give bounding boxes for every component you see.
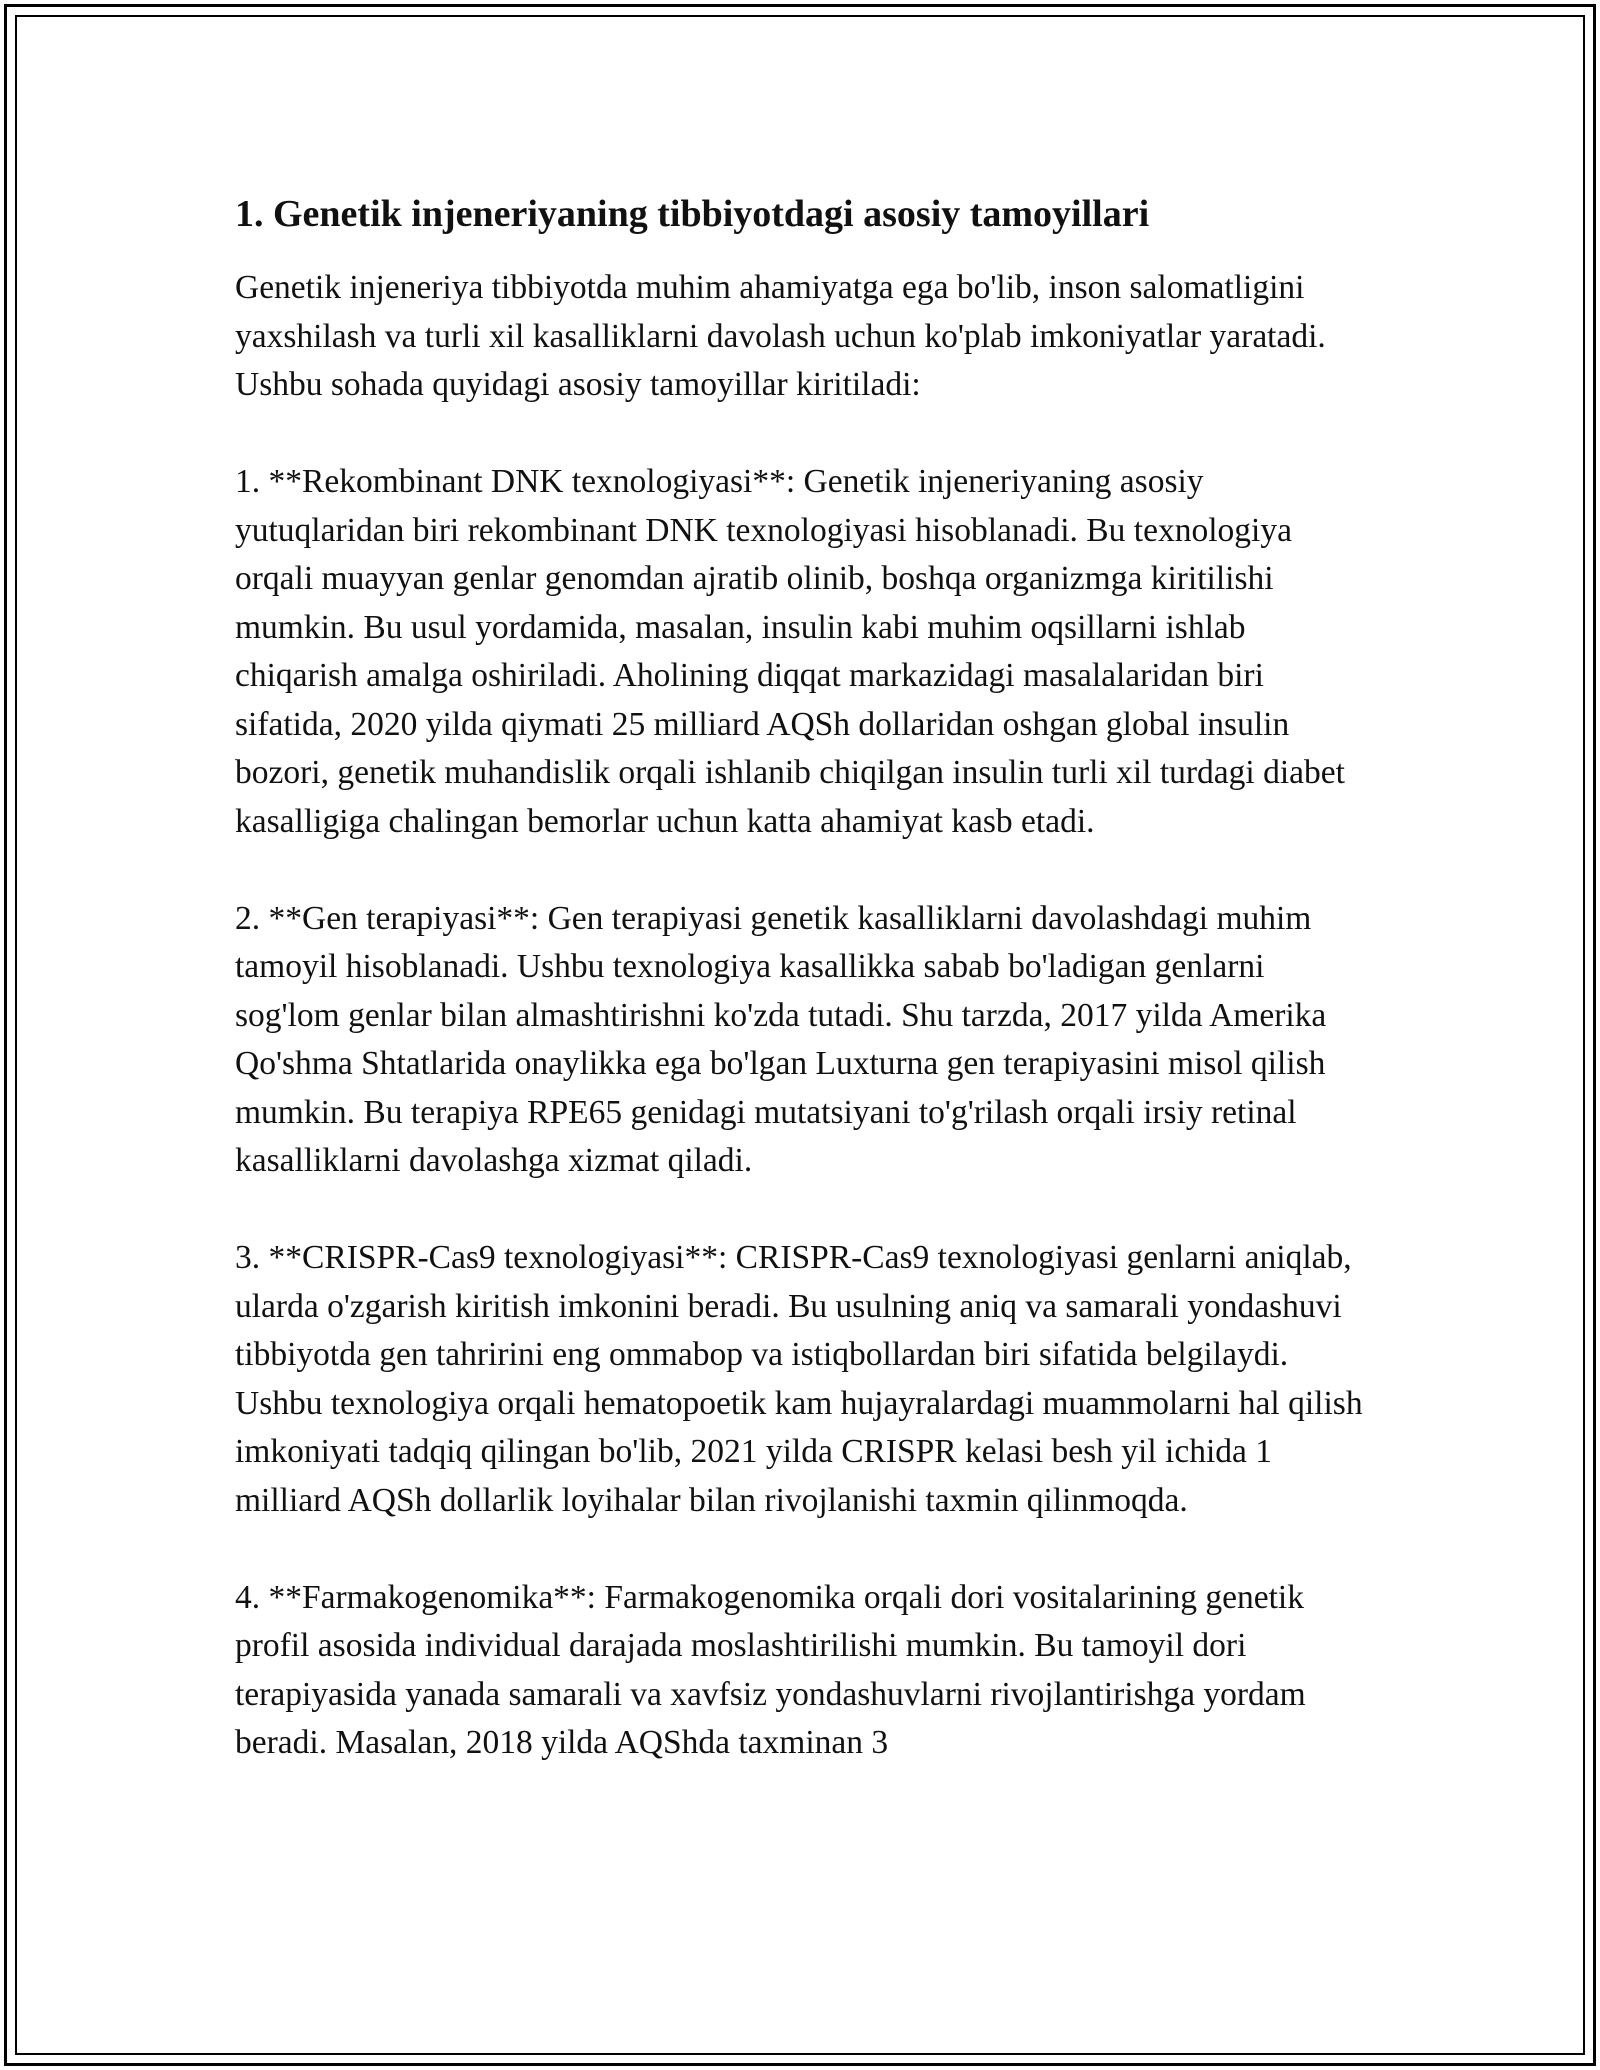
intro-paragraph: Genetik injeneriya tibbiyotda muhim ahamiyatga ega bo'lib, inson salomatligini yaxshilash va turli xil kasalliklarni davolash uchun ko'plab imkoniyatlar yaratadi. Ushbu sohada quyidagi asosiy tamoyillar kiritiladi: — [235, 269, 1326, 403]
paragraph-recombinant-dna: 1. **Rekombinant DNK texnologiyasi**: Genetik injeneriyaning asosiy yutuqlaridan biri rekombinant DNK texnologiyasi hisoblanadi. Bu texnologiya orqali muayyan genlar genomdan ajratib olinib, boshqa organizmga kiritilishi mumkin. Bu usul yordamida, masalan, insulin kabi muhim oqsillarni ishlab chiqarish amalga oshiriladi. Aholining diqqat markazidagi masalalaridan biri sifatida, 2020 yilda qiymati 25 milliard AQSh dollaridan oshgan global insulin bozori, genetik muhandislik orqali ishlanib chiqilgan insulin turli xil turdagi diabet kasalligiga chalingan bemorlar uchun katta ahamiyat kasb etadi. — [235, 463, 1345, 840]
paragraph-gene-therapy: 2. **Gen terapiyasi**: Gen terapiyasi genetik kasalliklarni davolashdagi muhim tamoyil hisoblanadi. Ushbu texnologiya kasallikka sabab bo'ladigan genlarni sog'lom genlar bilan almashtirishni ko'zda tutadi. Shu tarzda, 2017 yilda Amerika Qo'shma Shtatlarida onaylikka ega bo'lgan Luxturna gen terapiyasini misol qilish mumkin. Bu terapiya RPE65 genidagi mutatsiyani to'g'rilash orqali irsiy retinal kasalliklarni davolashga xizmat qiladi. — [235, 899, 1327, 1179]
paragraph-pharmacogenomics: 4. **Farmakogenomika**: Farmakogenomika orqali dori vositalarining genetik profil asosida individual darajada moslashtirilishi mumkin. Bu tamoyil dori terapiyasida yanada samarali va xavfsiz yondashuvlarni rivojlantirishga yordam beradi. Masalan, 2018 yilda AQShda taxminan 3 — [235, 1578, 1306, 1761]
document-title: 1. Genetik injeneriyaning tibbiyotdagi asosiy tamoyillari — [235, 193, 1150, 235]
document-body — [235, 188, 1370, 1816]
paragraph-crispr: 3. **CRISPR-Cas9 texnologiyasi**: CRISPR-Cas9 texnologiyasi genlarni aniqlab, ularda o'zgarish kiritish imkonini beradi. Bu usulning aniq va samarali yondashuvi tibbiyotda gen tahririni eng ommabop va istiqbollardan biri sifatida belgilaydi. Ushbu texnologiya orqali hematopoetik kam hujayralardagi muammolarni hal qilish imkoniyati tadqiq qilingan bo'lib, 2021 yilda CRISPR kelasi besh yil ichida 1 milliard AQSh dollarlik loyihalar bilan rivojlanishi taxmin qilinmoqda. — [235, 1239, 1363, 1519]
